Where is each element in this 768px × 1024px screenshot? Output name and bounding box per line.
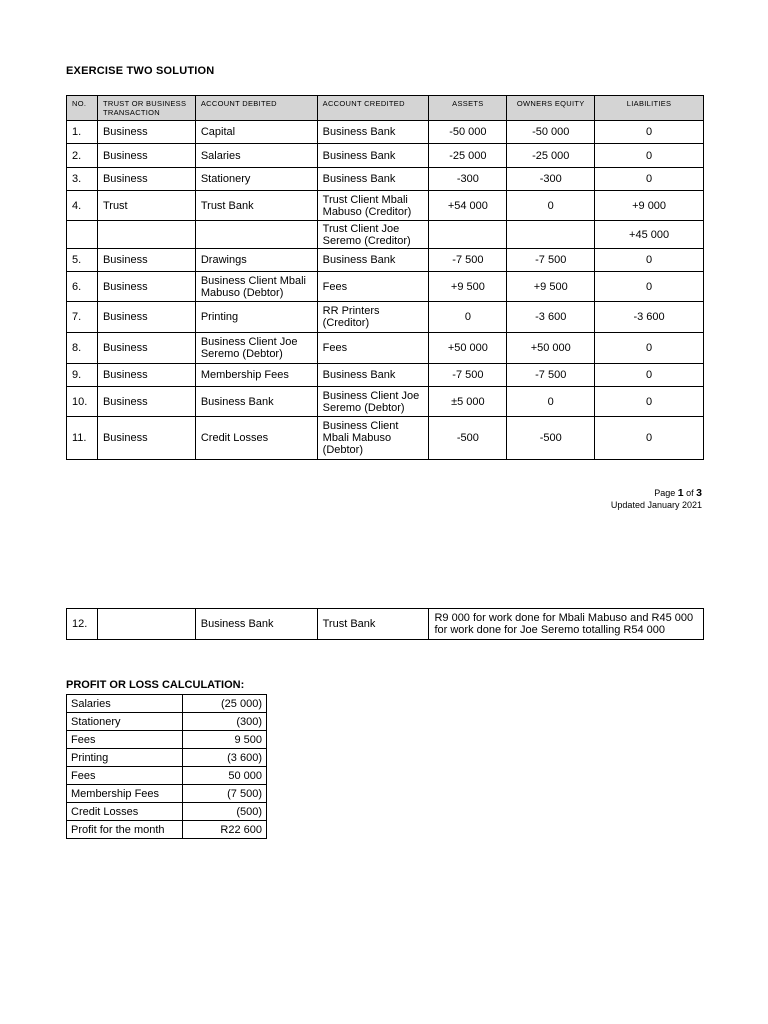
cell-transaction-type: Business — [97, 302, 195, 333]
pl-amount: (3 600) — [182, 749, 266, 767]
cell-account-credited: Trust Bank — [317, 609, 429, 640]
cell-liabilities: -3 600 — [595, 302, 704, 333]
table-row — [67, 364, 704, 387]
header-assets: ASSETS — [429, 96, 507, 121]
cell-liabilities: 0 — [595, 417, 704, 460]
cell-liabilities: +9 000 — [595, 191, 704, 221]
pl-label: Credit Losses — [67, 803, 183, 821]
table-row — [67, 191, 704, 221]
table-row — [67, 168, 704, 191]
table-row — [67, 417, 704, 460]
cell-no: 12. — [67, 609, 98, 640]
cell-no — [67, 221, 98, 249]
pl-label: Membership Fees — [67, 785, 183, 803]
cell-owners-equity: 0 — [507, 387, 595, 417]
cell-assets: +9 500 — [429, 272, 507, 302]
cell-no: 1. — [67, 121, 98, 144]
cell-liabilities: 0 — [595, 121, 704, 144]
cell-no: 5. — [67, 249, 98, 272]
cell-assets: ±5 000 — [429, 387, 507, 417]
header-owners-equity: OWNERS EQUITY — [507, 96, 595, 121]
updated-date: Updated January 2021 — [610, 500, 702, 510]
header-account-debited: ACCOUNT DEBITED — [195, 96, 317, 121]
list-item — [67, 695, 267, 713]
cell-assets: -25 000 — [429, 144, 507, 168]
cell-owners-equity: -25 000 — [507, 144, 595, 168]
pl-label: Fees — [67, 767, 183, 785]
list-item — [67, 821, 267, 839]
cell-owners-equity — [507, 221, 595, 249]
cell-owners-equity: -500 — [507, 417, 595, 460]
cell-account-credited: Trust Client Joe Seremo (Creditor) — [317, 221, 429, 249]
cell-liabilities: 0 — [595, 333, 704, 364]
page-number: Page 1 of 3 — [654, 487, 702, 499]
cell-account-debited: Business Client Mbali Mabuso (Debtor) — [195, 272, 317, 302]
cell-assets: 0 — [429, 302, 507, 333]
cell-no: 3. — [67, 168, 98, 191]
transactions-table — [66, 95, 704, 460]
cell-account-debited: Business Client Joe Seremo (Debtor) — [195, 333, 317, 364]
cell-account-credited: Business Bank — [317, 144, 429, 168]
cell-transaction-type — [97, 221, 195, 249]
list-item — [67, 731, 267, 749]
cell-no: 10. — [67, 387, 98, 417]
cell-account-debited: Capital — [195, 121, 317, 144]
cell-assets: +50 000 — [429, 333, 507, 364]
cell-account-credited: Business Client Mbali Mabuso (Debtor) — [317, 417, 429, 460]
cell-owners-equity: +9 500 — [507, 272, 595, 302]
cell-account-debited — [195, 221, 317, 249]
pl-amount: R22 600 — [182, 821, 266, 839]
cell-assets: -50 000 — [429, 121, 507, 144]
table-row — [67, 121, 704, 144]
cell-account-debited: Salaries — [195, 144, 317, 168]
cell-account-credited: Fees — [317, 272, 429, 302]
cell-liabilities: 0 — [595, 168, 704, 191]
cell-transaction-type: Business — [97, 364, 195, 387]
cell-transaction-type: Business — [97, 249, 195, 272]
header-transaction-type: TRUST OR BUSINESS TRANSACTION — [97, 96, 195, 121]
pl-amount: (7 500) — [182, 785, 266, 803]
list-item — [67, 749, 267, 767]
cell-account-debited: Trust Bank — [195, 191, 317, 221]
table-row — [67, 302, 704, 333]
cell-account-debited: Business Bank — [195, 609, 317, 640]
cell-no: 2. — [67, 144, 98, 168]
header-liabilities: LIABILITIES — [595, 96, 704, 121]
cell-owners-equity: +50 000 — [507, 333, 595, 364]
cell-account-debited: Stationery — [195, 168, 317, 191]
cell-owners-equity: 0 — [507, 191, 595, 221]
document-title: EXERCISE TWO SOLUTION — [66, 65, 215, 77]
cell-assets: -7 500 — [429, 249, 507, 272]
cell-transaction-type: Business — [97, 333, 195, 364]
cell-owners-equity: -7 500 — [507, 364, 595, 387]
cell-liabilities: 0 — [595, 144, 704, 168]
pl-label: Profit for the month — [67, 821, 183, 839]
cell-account-credited: Business Bank — [317, 364, 429, 387]
cell-no: 8. — [67, 333, 98, 364]
pl-amount: (300) — [182, 713, 266, 731]
cell-owners-equity: -3 600 — [507, 302, 595, 333]
cell-account-credited: Business Bank — [317, 121, 429, 144]
cell-liabilities: 0 — [595, 387, 704, 417]
table-row — [67, 249, 704, 272]
profit-loss-table — [66, 694, 267, 839]
cell-account-credited: RR Printers (Creditor) — [317, 302, 429, 333]
pl-amount: 9 500 — [182, 731, 266, 749]
cell-no: 6. — [67, 272, 98, 302]
cell-account-debited: Business Bank — [195, 387, 317, 417]
cell-transaction-type: Business — [97, 121, 195, 144]
cell-no: 11. — [67, 417, 98, 460]
cell-owners-equity: -50 000 — [507, 121, 595, 144]
pl-amount: (500) — [182, 803, 266, 821]
cell-assets: -500 — [429, 417, 507, 460]
table-row — [67, 387, 704, 417]
cell-transaction-type: Business — [97, 272, 195, 302]
cell-assets — [429, 221, 507, 249]
cell-account-debited: Membership Fees — [195, 364, 317, 387]
cell-no: 7. — [67, 302, 98, 333]
table-row — [67, 333, 704, 364]
cell-liabilities: 0 — [595, 249, 704, 272]
pl-amount: 50 000 — [182, 767, 266, 785]
cell-account-debited: Credit Losses — [195, 417, 317, 460]
cell-account-credited: Trust Client Mbali Mabuso (Creditor) — [317, 191, 429, 221]
cell-account-credited: Business Client Joe Seremo (Debtor) — [317, 387, 429, 417]
cell-account-credited: Business Bank — [317, 249, 429, 272]
cell-owners-equity: -300 — [507, 168, 595, 191]
cell-liabilities: +45 000 — [595, 221, 704, 249]
pl-label: Printing — [67, 749, 183, 767]
cell-transaction-type: Business — [97, 417, 195, 460]
header-no: NO. — [67, 96, 98, 121]
table-row — [67, 221, 704, 249]
pl-label: Salaries — [67, 695, 183, 713]
cell-assets: +54 000 — [429, 191, 507, 221]
table-row — [67, 144, 704, 168]
pl-label: Stationery — [67, 713, 183, 731]
pl-label: Fees — [67, 731, 183, 749]
cell-owners-equity: -7 500 — [507, 249, 595, 272]
cell-liabilities: 0 — [595, 364, 704, 387]
cell-account-debited: Printing — [195, 302, 317, 333]
list-item — [67, 803, 267, 821]
table-row — [67, 609, 704, 640]
cell-assets: -7 500 — [429, 364, 507, 387]
cell-liabilities: 0 — [595, 272, 704, 302]
list-item — [67, 713, 267, 731]
cell-account-credited: Business Bank — [317, 168, 429, 191]
header-account-credited: ACCOUNT CREDITED — [317, 96, 429, 121]
cell-no: 4. — [67, 191, 98, 221]
transactions-table-continued — [66, 608, 704, 640]
cell-account-credited: Fees — [317, 333, 429, 364]
cell-account-debited: Drawings — [195, 249, 317, 272]
cell-transaction-type: Trust — [97, 191, 195, 221]
table-header-row — [67, 96, 704, 121]
cell-transaction-type: Business — [97, 387, 195, 417]
cell-transaction-type — [97, 609, 195, 640]
list-item — [67, 785, 267, 803]
pl-amount: (25 000) — [182, 695, 266, 713]
cell-note: R9 000 for work done for Mbali Mabuso and R45 000 for work done for Joe Seremo totalling R54 000 — [429, 609, 704, 640]
cell-transaction-type: Business — [97, 144, 195, 168]
list-item — [67, 767, 267, 785]
cell-transaction-type: Business — [97, 168, 195, 191]
table-row — [67, 272, 704, 302]
cell-no: 9. — [67, 364, 98, 387]
cell-assets: -300 — [429, 168, 507, 191]
profit-loss-title: PROFIT OR LOSS CALCULATION: — [66, 679, 245, 691]
